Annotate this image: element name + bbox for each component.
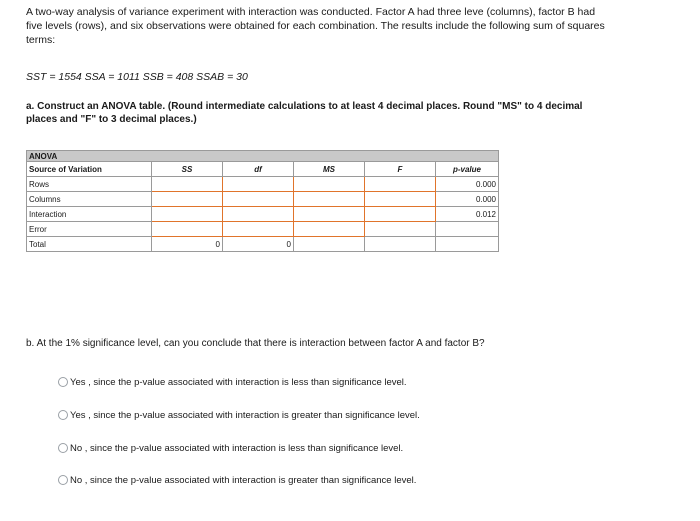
intro-line-1: A two-way analysis of variance experiment with interaction was conducted. Factor A had three leve (columns), factor B had: [26, 6, 596, 18]
table-row: [27, 237, 499, 252]
interaction-p-value: 0.012: [436, 207, 499, 222]
header-df: df: [223, 162, 294, 177]
table-row: [27, 207, 499, 222]
table-row: [27, 222, 499, 237]
row-source: Total: [27, 237, 152, 252]
row-source: Interaction: [27, 207, 152, 222]
intro-line-3: terms:: [26, 34, 56, 46]
table-title: ANOVA: [27, 151, 499, 162]
rows-p-value: 0.000: [436, 177, 499, 192]
option-2-radio[interactable]: [58, 410, 68, 420]
interaction-ms-input[interactable]: [294, 207, 365, 222]
total-ss-value: 0: [152, 237, 223, 252]
rows-f-input[interactable]: [365, 177, 436, 192]
header-f: F: [365, 162, 436, 177]
part-a-line-2: places and "F" to 3 decimal places.): [26, 114, 197, 125]
total-ms-cell: [294, 237, 365, 252]
table-row: [27, 177, 499, 192]
error-p-value: [436, 222, 499, 237]
total-df-value: 0: [223, 237, 294, 252]
columns-f-input[interactable]: [365, 192, 436, 207]
error-f-cell: [365, 222, 436, 237]
option-4-label[interactable]: No , since the p-value associated with interaction is greater than significance level.: [70, 475, 417, 486]
option-1-radio[interactable]: [58, 377, 68, 387]
table-row: [27, 192, 499, 207]
given-sums-of-squares: SST = 1554 SSA = 1011 SSB = 408 SSAB = 30: [26, 71, 248, 83]
option-3-label[interactable]: No , since the p-value associated with interaction is less than significance level.: [70, 443, 404, 454]
header-source: Source of Variation: [27, 162, 152, 177]
total-f-cell: [365, 237, 436, 252]
error-ss-input[interactable]: [152, 222, 223, 237]
header-ss: SS: [152, 162, 223, 177]
row-source: Columns: [27, 192, 152, 207]
option-4-radio[interactable]: [58, 475, 68, 485]
columns-p-value: 0.000: [436, 192, 499, 207]
rows-ss-input[interactable]: [152, 177, 223, 192]
interaction-df-input[interactable]: [223, 207, 294, 222]
columns-ss-input[interactable]: [152, 192, 223, 207]
error-df-input[interactable]: [223, 222, 294, 237]
columns-ms-input[interactable]: [294, 192, 365, 207]
anova-table: [26, 150, 499, 252]
header-ms: MS: [294, 162, 365, 177]
error-ms-input[interactable]: [294, 222, 365, 237]
option-2-label[interactable]: Yes , since the p-value associated with interaction is greater than significance level.: [70, 410, 420, 421]
intro-line-2: five levels (rows), and six observations were obtained for each combination. The results include the following sum of squares: [26, 20, 605, 32]
row-source: Error: [27, 222, 152, 237]
option-1-label[interactable]: Yes , since the p-value associated with interaction is less than significance level.: [70, 377, 407, 388]
option-3-radio[interactable]: [58, 443, 68, 453]
part-b-question: b. At the 1% significance level, can you conclude that there is interaction between factor A and factor B?: [26, 338, 485, 349]
columns-df-input[interactable]: [223, 192, 294, 207]
interaction-ss-input[interactable]: [152, 207, 223, 222]
total-p-value: [436, 237, 499, 252]
header-p-value: p-value: [436, 162, 499, 177]
interaction-f-input[interactable]: [365, 207, 436, 222]
part-a-line-1: a. Construct an ANOVA table. (Round intermediate calculations to at least 4 decimal places. Round "MS" to 4 decimal: [26, 101, 583, 112]
row-source: Rows: [27, 177, 152, 192]
rows-ms-input[interactable]: [294, 177, 365, 192]
rows-df-input[interactable]: [223, 177, 294, 192]
